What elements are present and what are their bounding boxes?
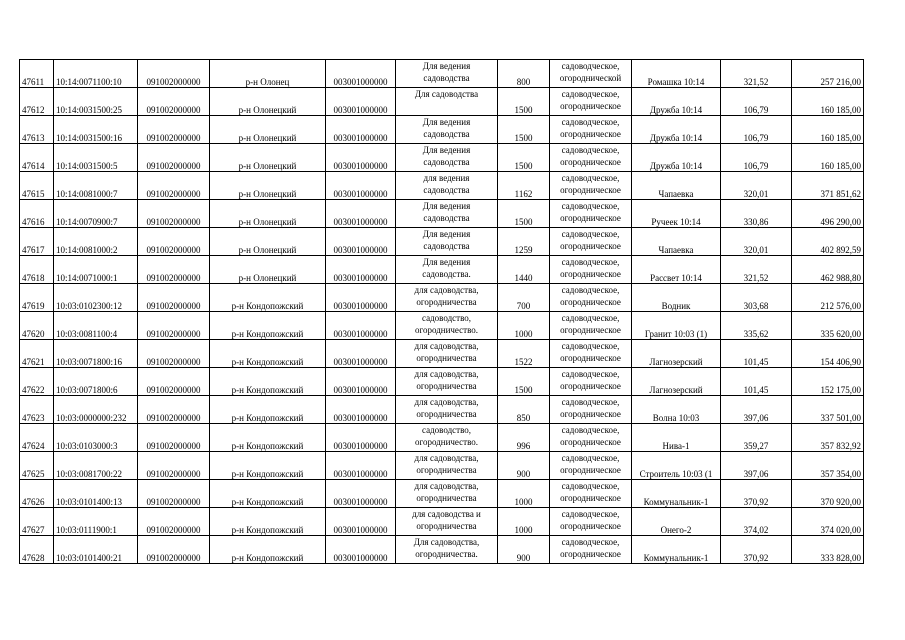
- permitted-use-cell-line: огородничества.: [415, 549, 478, 559]
- category-cell: [550, 368, 632, 396]
- permitted-use-cell-line: садоводство,: [421, 313, 472, 323]
- table-row: [20, 480, 864, 508]
- area-cell: 900: [498, 452, 550, 480]
- category-cell-line: огородническое: [560, 409, 621, 419]
- area-cell: 1522: [498, 340, 550, 368]
- okato-cell: 091002000000: [138, 396, 210, 424]
- permitted-use-cell-line: садоводства: [423, 73, 470, 83]
- permitted-use-cell-line: огородничества: [416, 521, 477, 531]
- settlement-cell: Строитель 10:03 (1: [632, 452, 721, 480]
- row-id-cell: 47624: [20, 424, 54, 452]
- okato-cell: 091002000000: [138, 508, 210, 536]
- permitted-use-cell-line: Для садоводства,: [413, 537, 480, 547]
- table-row: [20, 452, 864, 480]
- cadastral-value-cell: 212 576,00: [792, 284, 864, 312]
- settlement-cell: Водник: [632, 284, 721, 312]
- district-cell: р-н Кондопожский: [210, 340, 326, 368]
- area-cell: 1500: [498, 116, 550, 144]
- code-cell: 003001000000: [326, 368, 396, 396]
- code-cell: 003001000000: [326, 312, 396, 340]
- permitted-use-cell: [396, 508, 498, 536]
- rate-cell: 359,27: [721, 424, 792, 452]
- okato-cell: 091002000000: [138, 256, 210, 284]
- category-cell: [550, 424, 632, 452]
- rate-cell: 303,68: [721, 284, 792, 312]
- row-id-cell: 47627: [20, 508, 54, 536]
- category-cell-line: садоводческое,: [561, 509, 620, 519]
- rate-cell: 106,79: [721, 116, 792, 144]
- code-cell: 003001000000: [326, 424, 396, 452]
- cadastral-value-cell: 357 832,92: [792, 424, 864, 452]
- permitted-use-cell: [396, 452, 498, 480]
- permitted-use-cell: [396, 536, 498, 564]
- cadastral-value-cell: 337 501,00: [792, 396, 864, 424]
- code-cell: 003001000000: [326, 340, 396, 368]
- permitted-use-cell-line: для садоводства,: [414, 285, 479, 295]
- district-cell: р-н Кондопожский: [210, 284, 326, 312]
- settlement-cell: Волна 10:03: [632, 396, 721, 424]
- category-cell-line: садоводческое,: [561, 425, 620, 435]
- category-cell: [550, 508, 632, 536]
- cadastral-value-cell: 370 920,00: [792, 480, 864, 508]
- cadastral-number-cell: 10:03:0103000:3: [54, 424, 138, 452]
- okato-cell: 091002000000: [138, 228, 210, 256]
- cadastral-value-cell: 160 185,00: [792, 144, 864, 172]
- table-row: [20, 228, 864, 256]
- row-id-cell: 47615: [20, 172, 54, 200]
- code-cell: 003001000000: [326, 88, 396, 116]
- cadastral-value-cell: 160 185,00: [792, 88, 864, 116]
- code-cell: 003001000000: [326, 284, 396, 312]
- code-cell: 003001000000: [326, 480, 396, 508]
- category-cell: [550, 88, 632, 116]
- rate-cell: 321,52: [721, 60, 792, 88]
- permitted-use-cell-line: для садоводства и: [412, 509, 481, 519]
- permitted-use-cell-line: огородничества: [416, 409, 477, 419]
- category-cell: [550, 200, 632, 228]
- settlement-cell: Лагнозерский: [632, 340, 721, 368]
- permitted-use-cell: [396, 340, 498, 368]
- permitted-use-cell: [396, 480, 498, 508]
- row-id-cell: 47628: [20, 536, 54, 564]
- permitted-use-cell-line: Для ведения: [422, 61, 471, 71]
- category-cell-line: огороднической: [559, 73, 622, 83]
- area-cell: 1500: [498, 368, 550, 396]
- district-cell: р-н Кондопожский: [210, 424, 326, 452]
- cadastral-value-cell: 462 988,80: [792, 256, 864, 284]
- table-row: [20, 144, 864, 172]
- cadastral-number-cell: 10:03:0000000:232: [54, 396, 138, 424]
- district-cell: р-н Олонецкий: [210, 116, 326, 144]
- permitted-use-cell: [396, 144, 498, 172]
- rate-cell: 106,79: [721, 144, 792, 172]
- row-id-cell: 47623: [20, 396, 54, 424]
- category-cell-line: огородническое: [560, 325, 621, 335]
- table-row: [20, 172, 864, 200]
- okato-cell: 091002000000: [138, 340, 210, 368]
- table-row: [20, 116, 864, 144]
- category-cell-line: садоводческое,: [561, 537, 620, 547]
- cadastral-value-cell: 371 851,62: [792, 172, 864, 200]
- category-cell-line: огородническое: [560, 549, 621, 559]
- category-cell-line: огородническое: [560, 241, 621, 251]
- category-cell-line: огородническое: [560, 129, 621, 139]
- district-cell: р-н Кондопожский: [210, 452, 326, 480]
- settlement-cell: Коммунальник-1: [632, 480, 721, 508]
- okato-cell: 091002000000: [138, 480, 210, 508]
- cadastral-number-cell: 10:03:0102300:12: [54, 284, 138, 312]
- row-id-cell: 47611: [20, 60, 54, 88]
- district-cell: р-н Олонецкий: [210, 88, 326, 116]
- okato-cell: 091002000000: [138, 144, 210, 172]
- cadastral-number-cell: 10:03:0071800:16: [54, 340, 138, 368]
- cadastral-number-cell: 10:03:0101400:21: [54, 536, 138, 564]
- table-row: [20, 396, 864, 424]
- category-cell-line: садоводческое,: [561, 257, 620, 267]
- cadastral-value-cell: 402 892,59: [792, 228, 864, 256]
- area-cell: 1500: [498, 144, 550, 172]
- area-cell: 800: [498, 60, 550, 88]
- settlement-cell: Онего-2: [632, 508, 721, 536]
- category-cell-line: садоводческое,: [561, 173, 620, 183]
- code-cell: 003001000000: [326, 452, 396, 480]
- category-cell: [550, 340, 632, 368]
- cadastral-number-cell: 10:03:0101400:13: [54, 480, 138, 508]
- category-cell: [550, 60, 632, 88]
- category-cell-line: садоводческое,: [561, 453, 620, 463]
- permitted-use-cell-line: для садоводства,: [414, 341, 479, 351]
- row-id-cell: 47618: [20, 256, 54, 284]
- rate-cell: 397,06: [721, 396, 792, 424]
- rate-cell: 370,92: [721, 480, 792, 508]
- district-cell: р-н Олонецкий: [210, 228, 326, 256]
- permitted-use-cell-line: огородничества: [416, 381, 477, 391]
- cadastral-value-cell: 357 354,00: [792, 452, 864, 480]
- area-cell: 1000: [498, 508, 550, 536]
- permitted-use-cell-line: для ведения: [423, 173, 470, 183]
- permitted-use-cell-line: Для ведения: [422, 257, 471, 267]
- cadastral-number-cell: 10:14:0071000:1: [54, 256, 138, 284]
- rate-cell: 321,52: [721, 256, 792, 284]
- settlement-cell: Ручеек 10:14: [632, 200, 721, 228]
- row-id-cell: 47614: [20, 144, 54, 172]
- district-cell: р-н Кондопожский: [210, 396, 326, 424]
- permitted-use-cell-line: садоводства: [423, 185, 470, 195]
- table-row: [20, 368, 864, 396]
- category-cell-line: садоводческое,: [561, 61, 620, 71]
- settlement-cell: Чапаевка: [632, 172, 721, 200]
- rate-cell: 397,06: [721, 452, 792, 480]
- okato-cell: 091002000000: [138, 284, 210, 312]
- cadastral-number-cell: 10:14:0070900:7: [54, 200, 138, 228]
- permitted-use-cell-line: садоводства: [423, 241, 470, 251]
- rate-cell: 101,45: [721, 340, 792, 368]
- permitted-use-cell-line: для садоводства,: [414, 397, 479, 407]
- category-cell-line: огородническое: [560, 269, 621, 279]
- rate-cell: 374,02: [721, 508, 792, 536]
- settlement-cell: Ромашка 10:14: [632, 60, 721, 88]
- cadastral-value-cell: 154 406,90: [792, 340, 864, 368]
- area-cell: 1000: [498, 312, 550, 340]
- okato-cell: 091002000000: [138, 116, 210, 144]
- permitted-use-cell-line: для садоводства,: [414, 369, 479, 379]
- cadastral-number-cell: 10:03:0081100:4: [54, 312, 138, 340]
- district-cell: р-н Олонецкий: [210, 200, 326, 228]
- category-cell: [550, 228, 632, 256]
- cadastral-value-cell: 333 828,00: [792, 536, 864, 564]
- category-cell-line: огородническое: [560, 157, 621, 167]
- table-row: [20, 256, 864, 284]
- table-row: [20, 424, 864, 452]
- category-cell-line: огородническое: [560, 101, 621, 111]
- settlement-cell: Чапаевка: [632, 228, 721, 256]
- row-id-cell: 47616: [20, 200, 54, 228]
- district-cell: р-н Кондопожский: [210, 368, 326, 396]
- category-cell-line: огородническое: [560, 297, 621, 307]
- cadastral-number-cell: 10:14:0031500:16: [54, 116, 138, 144]
- permitted-use-cell-line: садоводства: [423, 129, 470, 139]
- permitted-use-cell-line: огородничества: [416, 353, 477, 363]
- settlement-cell: Коммунальник-1: [632, 536, 721, 564]
- permitted-use-cell-line: садоводства.: [422, 269, 471, 279]
- cadastral-number-cell: 10:14:0031500:25: [54, 88, 138, 116]
- table-row: [20, 536, 864, 564]
- area-cell: 700: [498, 284, 550, 312]
- category-cell-line: садоводческое,: [561, 369, 620, 379]
- settlement-cell: Гранит 10:03 (1): [632, 312, 721, 340]
- category-cell-line: огородническое: [560, 465, 621, 475]
- code-cell: 003001000000: [326, 256, 396, 284]
- category-cell-line: садоводческое,: [561, 397, 620, 407]
- cadastral-value-cell: 374 020,00: [792, 508, 864, 536]
- category-cell-line: садоводческое,: [561, 117, 620, 127]
- category-cell-line: садоводческое,: [561, 481, 620, 491]
- table-row: [20, 508, 864, 536]
- cadastral-number-cell: 10:03:0081700:22: [54, 452, 138, 480]
- permitted-use-cell-line: Для садоводства: [414, 89, 479, 99]
- settlement-cell: Рассвет 10:14: [632, 256, 721, 284]
- rate-cell: 106,79: [721, 88, 792, 116]
- district-cell: р-н Олонец: [210, 60, 326, 88]
- settlement-cell: Нива-1: [632, 424, 721, 452]
- permitted-use-cell-line: для садоводства,: [414, 453, 479, 463]
- settlement-cell: Дружба 10:14: [632, 88, 721, 116]
- category-cell-line: огородническое: [560, 353, 621, 363]
- cadastral-value-cell: 335 620,00: [792, 312, 864, 340]
- code-cell: 003001000000: [326, 116, 396, 144]
- category-cell: [550, 312, 632, 340]
- district-cell: р-н Олонецкий: [210, 144, 326, 172]
- okato-cell: 091002000000: [138, 536, 210, 564]
- permitted-use-cell: [396, 256, 498, 284]
- cadastral-number-cell: 10:14:0081000:7: [54, 172, 138, 200]
- permitted-use-cell-line: огородничество.: [414, 437, 479, 447]
- rate-cell: 335,62: [721, 312, 792, 340]
- category-cell-line: садоводческое,: [561, 145, 620, 155]
- area-cell: 1440: [498, 256, 550, 284]
- code-cell: 003001000000: [326, 60, 396, 88]
- rate-cell: 370,92: [721, 536, 792, 564]
- permitted-use-cell-line: огородничества: [416, 493, 477, 503]
- category-cell: [550, 396, 632, 424]
- category-cell-line: садоводческое,: [561, 285, 620, 295]
- category-cell: [550, 480, 632, 508]
- rate-cell: 101,45: [721, 368, 792, 396]
- okato-cell: 091002000000: [138, 312, 210, 340]
- permitted-use-cell: [396, 172, 498, 200]
- row-id-cell: 47613: [20, 116, 54, 144]
- row-id-cell: 47620: [20, 312, 54, 340]
- category-cell-line: садоводческое,: [561, 201, 620, 211]
- cadastral-value-cell: 496 290,00: [792, 200, 864, 228]
- row-id-cell: 47619: [20, 284, 54, 312]
- category-cell-line: садоводческое,: [561, 89, 620, 99]
- table-body: [20, 60, 864, 564]
- permitted-use-cell-line: огородничества: [416, 297, 477, 307]
- district-cell: р-н Олонецкий: [210, 256, 326, 284]
- cadastral-value-cell: 160 185,00: [792, 116, 864, 144]
- district-cell: р-н Олонецкий: [210, 172, 326, 200]
- code-cell: 003001000000: [326, 172, 396, 200]
- permitted-use-cell-line: огородничества: [416, 465, 477, 475]
- row-id-cell: 47612: [20, 88, 54, 116]
- row-id-cell: 47622: [20, 368, 54, 396]
- category-cell-line: огородническое: [560, 381, 621, 391]
- district-cell: р-н Кондопожский: [210, 536, 326, 564]
- permitted-use-cell: [396, 88, 498, 116]
- code-cell: 003001000000: [326, 536, 396, 564]
- okato-cell: 091002000000: [138, 200, 210, 228]
- category-cell-line: огородническое: [560, 493, 621, 503]
- permitted-use-cell-line: садоводства: [423, 213, 470, 223]
- permitted-use-cell: [396, 200, 498, 228]
- cadastral-number-cell: 10:03:0111900:1: [54, 508, 138, 536]
- settlement-cell: Дружба 10:14: [632, 144, 721, 172]
- district-cell: р-н Кондопожский: [210, 508, 326, 536]
- row-id-cell: 47626: [20, 480, 54, 508]
- permitted-use-cell: [396, 368, 498, 396]
- permitted-use-cell-line: огородничество.: [414, 325, 479, 335]
- cadastral-value-cell: 257 216,00: [792, 60, 864, 88]
- cadastral-number-cell: 10:14:0031500:5: [54, 144, 138, 172]
- rate-cell: 320,01: [721, 228, 792, 256]
- okato-cell: 091002000000: [138, 88, 210, 116]
- row-id-cell: 47621: [20, 340, 54, 368]
- table-row: [20, 284, 864, 312]
- table-row: [20, 340, 864, 368]
- area-cell: 1162: [498, 172, 550, 200]
- row-id-cell: 47625: [20, 452, 54, 480]
- permitted-use-cell: [396, 116, 498, 144]
- land-registry-table: [19, 59, 864, 564]
- category-cell: [550, 144, 632, 172]
- settlement-cell: Лагнозерский: [632, 368, 721, 396]
- area-cell: 1259: [498, 228, 550, 256]
- permitted-use-cell: [396, 284, 498, 312]
- cadastral-number-cell: 10:03:0071800:6: [54, 368, 138, 396]
- permitted-use-cell-line: садоводства: [423, 157, 470, 167]
- code-cell: 003001000000: [326, 508, 396, 536]
- category-cell: [550, 256, 632, 284]
- category-cell: [550, 172, 632, 200]
- code-cell: 003001000000: [326, 200, 396, 228]
- area-cell: 850: [498, 396, 550, 424]
- cadastral-value-cell: 152 175,00: [792, 368, 864, 396]
- category-cell: [550, 536, 632, 564]
- table-row: [20, 88, 864, 116]
- permitted-use-cell-line: Для ведения: [422, 229, 471, 239]
- rate-cell: 320,01: [721, 172, 792, 200]
- category-cell-line: садоводческое,: [561, 341, 620, 351]
- category-cell: [550, 284, 632, 312]
- permitted-use-cell-line: садоводство,: [421, 425, 472, 435]
- area-cell: 1500: [498, 88, 550, 116]
- category-cell-line: огородническое: [560, 185, 621, 195]
- district-cell: р-н Кондопожский: [210, 480, 326, 508]
- category-cell-line: огородническое: [560, 437, 621, 447]
- permitted-use-cell: [396, 396, 498, 424]
- category-cell: [550, 452, 632, 480]
- cadastral-number-cell: 10:14:0081000:2: [54, 228, 138, 256]
- code-cell: 003001000000: [326, 228, 396, 256]
- area-cell: 996: [498, 424, 550, 452]
- permitted-use-cell-line: для садоводства,: [414, 481, 479, 491]
- cadastral-number-cell: 10:14:0071100:10: [54, 60, 138, 88]
- okato-cell: 091002000000: [138, 424, 210, 452]
- table-row: [20, 312, 864, 340]
- rate-cell: 330,86: [721, 200, 792, 228]
- okato-cell: 091002000000: [138, 60, 210, 88]
- area-cell: 1500: [498, 200, 550, 228]
- category-cell-line: огородническое: [560, 521, 621, 531]
- category-cell: [550, 116, 632, 144]
- permitted-use-cell: [396, 424, 498, 452]
- area-cell: 900: [498, 536, 550, 564]
- okato-cell: 091002000000: [138, 368, 210, 396]
- area-cell: 1000: [498, 480, 550, 508]
- permitted-use-cell: [396, 60, 498, 88]
- permitted-use-cell-line: Для ведения: [422, 201, 471, 211]
- table-row: [20, 200, 864, 228]
- category-cell-line: огородническое: [560, 213, 621, 223]
- code-cell: 003001000000: [326, 144, 396, 172]
- okato-cell: 091002000000: [138, 172, 210, 200]
- permitted-use-cell: [396, 228, 498, 256]
- category-cell-line: садоводческое,: [561, 313, 620, 323]
- row-id-cell: 47617: [20, 228, 54, 256]
- permitted-use-cell-line: Для ведения: [422, 117, 471, 127]
- permitted-use-cell-line: Для ведения: [422, 145, 471, 155]
- okato-cell: 091002000000: [138, 452, 210, 480]
- settlement-cell: Дружба 10:14: [632, 116, 721, 144]
- code-cell: 003001000000: [326, 396, 396, 424]
- category-cell-line: садоводческое,: [561, 229, 620, 239]
- table-row: [20, 60, 864, 88]
- permitted-use-cell: [396, 312, 498, 340]
- district-cell: р-н Кондопожский: [210, 312, 326, 340]
